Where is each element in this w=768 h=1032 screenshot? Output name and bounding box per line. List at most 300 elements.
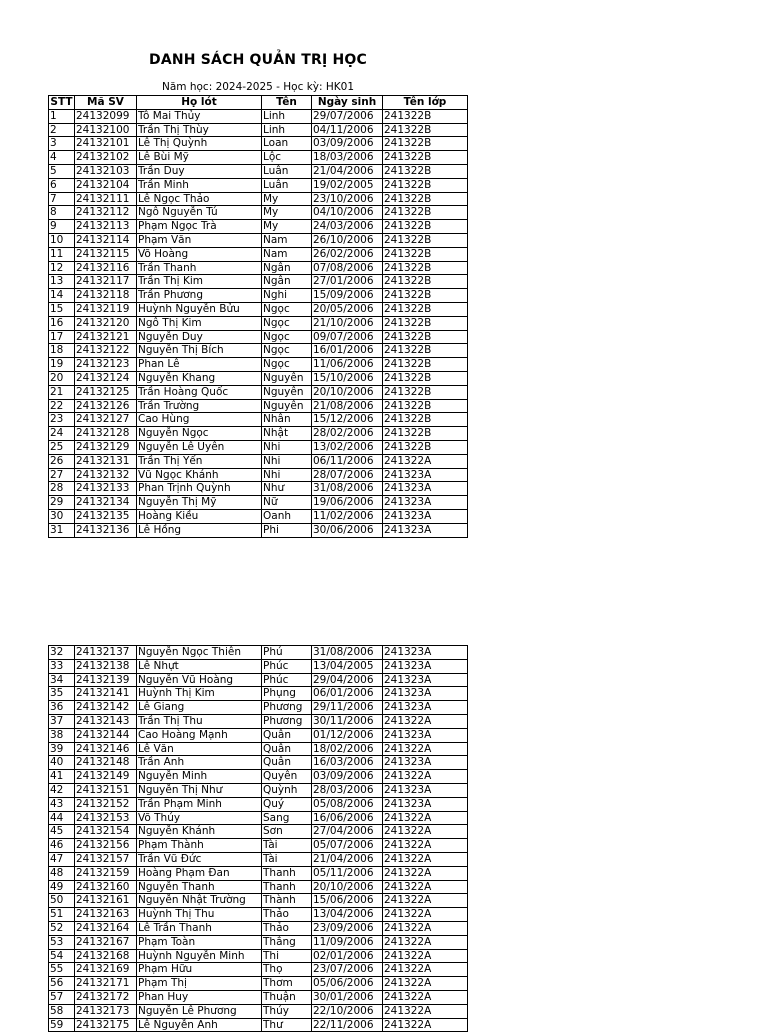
cell-given-name: My [262,192,312,206]
cell-stt: 22 [49,399,75,413]
table-row [49,233,468,247]
cell-stt: 15 [49,302,75,316]
cell-student-id: 24132124 [75,371,137,385]
cell-given-name: Nguyên [262,371,312,385]
table-row [49,247,468,261]
cell-given-name: Thơm [262,977,312,991]
cell-given-name: Thành [262,894,312,908]
cell-class-name: 241322B [383,178,468,192]
table-row [49,496,468,510]
cell-surname: Trần Anh [137,756,262,770]
cell-class-name: 241323A [383,509,468,523]
table-row [49,109,468,123]
cell-stt: 13 [49,275,75,289]
cell-given-name: Ngọc [262,302,312,316]
cell-surname: Huỳnh Thị Thu [137,908,262,922]
cell-class-name: 241322A [383,880,468,894]
cell-stt: 30 [49,509,75,523]
cell-student-id: 24132118 [75,289,137,303]
cell-given-name: Quyên [262,770,312,784]
cell-surname: Trần Thị Thùy [137,123,262,137]
cell-student-id: 24132148 [75,756,137,770]
cell-birth-date: 18/03/2006 [312,151,383,165]
table-row [49,701,468,715]
cell-given-name: Nghi [262,289,312,303]
cell-class-name: 241322A [383,908,468,922]
cell-given-name: Nhi [262,454,312,468]
cell-given-name: Thanh [262,866,312,880]
cell-class-name: 241322A [383,839,468,853]
cell-birth-date: 09/07/2006 [312,330,383,344]
cell-given-name: Thúy [262,1004,312,1018]
cell-given-name: Nhân [262,413,312,427]
cell-class-name: 241322A [383,742,468,756]
cell-stt: 46 [49,839,75,853]
cell-birth-date: 21/04/2006 [312,164,383,178]
header-stt: STT [50,96,73,108]
table-row [49,811,468,825]
cell-stt: 3 [49,137,75,151]
cell-stt: 54 [49,949,75,963]
table-row [49,1004,468,1018]
cell-birth-date: 30/01/2006 [312,990,383,1004]
cell-stt: 31 [49,523,75,537]
table-row [49,728,468,742]
cell-surname: Cao Hùng [137,413,262,427]
table-row [49,358,468,372]
cell-surname: Lê Bùi Mỹ [137,151,262,165]
cell-stt: 28 [49,482,75,496]
cell-surname: Nguyễn Lê Uyên [137,440,262,454]
cell-surname: Nguyễn Khang [137,371,262,385]
cell-student-id: 24132143 [75,714,137,728]
cell-student-id: 24132117 [75,275,137,289]
cell-stt: 24 [49,427,75,441]
cell-student-id: 24132113 [75,220,137,234]
cell-given-name: Luân [262,164,312,178]
cell-surname: Hoàng Kiều [137,509,262,523]
cell-class-name: 241322B [383,275,468,289]
cell-student-id: 24132171 [75,977,137,991]
cell-student-id: 24132167 [75,935,137,949]
table-row [49,523,468,537]
cell-given-name: Quân [262,742,312,756]
cell-class-name: 241322A [383,921,468,935]
cell-birth-date: 01/12/2006 [312,728,383,742]
header-class-name: Tên lớp [383,96,468,110]
table-row [49,880,468,894]
cell-student-id: 24132114 [75,233,137,247]
cell-stt: 50 [49,894,75,908]
cell-surname: Trần Hoàng Quốc [137,385,262,399]
cell-stt: 40 [49,756,75,770]
cell-birth-date: 15/10/2006 [312,371,383,385]
cell-given-name: Ngọc [262,344,312,358]
cell-surname: Phan Trịnh Quỳnh [137,482,262,496]
cell-class-name: 241322A [383,852,468,866]
cell-class-name: 241322B [383,344,468,358]
cell-given-name: Nam [262,247,312,261]
cell-surname: Hoàng Phạm Đan [137,866,262,880]
table-row [49,646,468,660]
cell-birth-date: 27/04/2006 [312,825,383,839]
table-row [49,316,468,330]
cell-student-id: 24132129 [75,440,137,454]
cell-surname: Phan Huy [137,990,262,1004]
cell-stt: 37 [49,714,75,728]
table-row [49,385,468,399]
cell-birth-date: 11/02/2006 [312,509,383,523]
cell-student-id: 24132138 [75,659,137,673]
cell-stt: 6 [49,178,75,192]
cell-birth-date: 13/04/2005 [312,659,383,673]
cell-given-name: Tài [262,839,312,853]
cell-student-id: 24132156 [75,839,137,853]
cell-class-name: 241323A [383,468,468,482]
cell-birth-date: 29/04/2006 [312,673,383,687]
cell-given-name: Nam [262,233,312,247]
cell-stt: 26 [49,454,75,468]
cell-surname: Trần Trường [137,399,262,413]
cell-stt: 57 [49,990,75,1004]
cell-student-id: 24132134 [75,496,137,510]
cell-surname: Trần Thị Yến [137,454,262,468]
cell-class-name: 241323A [383,728,468,742]
cell-birth-date: 22/11/2006 [312,1018,383,1032]
cell-given-name: Ngọc [262,316,312,330]
cell-birth-date: 19/02/2005 [312,178,383,192]
cell-given-name: Thi [262,949,312,963]
cell-class-name: 241322B [383,192,468,206]
table-row [49,949,468,963]
cell-birth-date: 26/10/2006 [312,233,383,247]
cell-surname: Nguyễn Minh [137,770,262,784]
cell-class-name: 241322A [383,1018,468,1032]
cell-class-name: 241322A [383,1004,468,1018]
table-row [49,839,468,853]
cell-student-id: 24132152 [75,797,137,811]
cell-student-id: 24132169 [75,963,137,977]
cell-class-name: 241322A [383,894,468,908]
cell-student-id: 24132123 [75,358,137,372]
cell-surname: Võ Thúy [137,811,262,825]
cell-class-name: 241322A [383,990,468,1004]
table-row [49,164,468,178]
cell-birth-date: 20/10/2006 [312,385,383,399]
cell-stt: 47 [49,852,75,866]
cell-student-id: 24132120 [75,316,137,330]
cell-birth-date: 29/07/2006 [312,109,383,123]
header-birth-date: Ngày sinh [312,96,383,110]
student-table-page-1 [48,95,468,538]
cell-class-name: 241322A [383,963,468,977]
cell-student-id: 24132101 [75,137,137,151]
document-subtitle: Năm học: 2024-2025 - Học kỳ: HK01 [161,81,355,93]
cell-given-name: Ngân [262,275,312,289]
cell-student-id: 24132100 [75,123,137,137]
cell-stt: 23 [49,413,75,427]
cell-birth-date: 06/01/2006 [312,687,383,701]
cell-given-name: Lộc [262,151,312,165]
cell-class-name: 241323A [383,701,468,715]
cell-student-id: 24132131 [75,454,137,468]
cell-surname: Lê Trần Thanh [137,921,262,935]
cell-student-id: 24132168 [75,949,137,963]
cell-given-name: Thanh [262,880,312,894]
cell-stt: 53 [49,935,75,949]
cell-given-name: Sơn [262,825,312,839]
table-row [49,921,468,935]
cell-given-name: Thảo [262,921,312,935]
cell-birth-date: 21/08/2006 [312,399,383,413]
cell-given-name: My [262,220,312,234]
cell-stt: 4 [49,151,75,165]
table-row [49,673,468,687]
cell-given-name: Như [262,482,312,496]
cell-birth-date: 16/06/2006 [312,811,383,825]
cell-stt: 59 [49,1018,75,1032]
cell-surname: Ngô Nguyễn Tú [137,206,262,220]
cell-birth-date: 20/10/2006 [312,880,383,894]
table-row [49,261,468,275]
cell-class-name: 241323A [383,646,468,660]
cell-birth-date: 22/10/2006 [312,1004,383,1018]
cell-student-id: 24132103 [75,164,137,178]
cell-birth-date: 03/09/2006 [312,137,383,151]
cell-stt: 8 [49,206,75,220]
table-row [49,714,468,728]
cell-given-name: Sang [262,811,312,825]
cell-birth-date: 26/02/2006 [312,247,383,261]
cell-class-name: 241322B [383,109,468,123]
cell-student-id: 24132137 [75,646,137,660]
cell-surname: Nguyễn Thị Mỹ [137,496,262,510]
cell-surname: Võ Hoàng [137,247,262,261]
cell-stt: 35 [49,687,75,701]
cell-stt: 39 [49,742,75,756]
cell-given-name: Nhi [262,468,312,482]
cell-stt: 32 [49,646,75,660]
cell-given-name: Ngọc [262,358,312,372]
cell-stt: 5 [49,164,75,178]
cell-student-id: 24132164 [75,921,137,935]
cell-class-name: 241323A [383,659,468,673]
cell-surname: Huỳnh Nguyễn Bửu [137,302,262,316]
cell-stt: 1 [49,109,75,123]
cell-birth-date: 27/01/2006 [312,275,383,289]
table-row [49,468,468,482]
cell-given-name: Oanh [262,509,312,523]
cell-surname: Phạm Toàn [137,935,262,949]
cell-surname: Nguyễn Lê Phương [137,1004,262,1018]
table-row [49,330,468,344]
table-row [49,206,468,220]
table-body [49,646,468,1032]
table-row [49,990,468,1004]
cell-given-name: Tài [262,852,312,866]
cell-surname: Nguyễn Khánh [137,825,262,839]
cell-birth-date: 05/08/2006 [312,797,383,811]
cell-class-name: 241322B [383,413,468,427]
cell-surname: Trần Minh [137,178,262,192]
cell-stt: 2 [49,123,75,137]
cell-birth-date: 15/12/2006 [312,413,383,427]
cell-student-id: 24132151 [75,783,137,797]
table-body [49,109,468,537]
cell-stt: 38 [49,728,75,742]
cell-class-name: 241322B [383,371,468,385]
cell-given-name: Ngân [262,261,312,275]
cell-student-id: 24132175 [75,1018,137,1032]
cell-surname: Nguyễn Ngọc [137,427,262,441]
cell-class-name: 241323A [383,783,468,797]
cell-class-name: 241322B [383,247,468,261]
cell-student-id: 24132104 [75,178,137,192]
table-row [49,963,468,977]
cell-class-name: 241322B [383,385,468,399]
cell-given-name: Linh [262,123,312,137]
cell-surname: Phạm Thành [137,839,262,853]
cell-stt: 56 [49,977,75,991]
cell-stt: 17 [49,330,75,344]
table-row [49,220,468,234]
cell-given-name: Phương [262,714,312,728]
cell-class-name: 241322B [383,206,468,220]
cell-stt: 34 [49,673,75,687]
cell-class-name: 241322B [383,164,468,178]
cell-birth-date: 16/03/2006 [312,756,383,770]
table-row [49,454,468,468]
cell-stt: 25 [49,440,75,454]
cell-class-name: 241322B [383,440,468,454]
cell-student-id: 24132115 [75,247,137,261]
cell-given-name: Thọ [262,963,312,977]
cell-class-name: 241322A [383,454,468,468]
cell-birth-date: 21/04/2006 [312,852,383,866]
cell-given-name: Phúc [262,673,312,687]
cell-stt: 58 [49,1004,75,1018]
cell-class-name: 241322B [383,151,468,165]
cell-student-id: 24132135 [75,509,137,523]
cell-birth-date: 28/02/2006 [312,427,383,441]
table-row [49,852,468,866]
cell-student-id: 24132160 [75,880,137,894]
cell-surname: Phạm Thị [137,977,262,991]
table-row [49,908,468,922]
cell-student-id: 24132119 [75,302,137,316]
cell-surname: Vũ Ngọc Khánh [137,468,262,482]
cell-birth-date: 13/04/2006 [312,908,383,922]
table-row [49,399,468,413]
cell-student-id: 24132112 [75,206,137,220]
cell-stt: 19 [49,358,75,372]
table-row [49,825,468,839]
table-row [49,413,468,427]
cell-given-name: Luân [262,178,312,192]
cell-surname: Huỳnh Thị Kim [137,687,262,701]
cell-stt: 9 [49,220,75,234]
header-given-name: Tên [262,96,312,110]
cell-student-id: 24132142 [75,701,137,715]
table-row [49,977,468,991]
table-row [49,151,468,165]
cell-stt: 18 [49,344,75,358]
cell-surname: Trần Thị Thu [137,714,262,728]
student-table-page-2 [48,645,468,1032]
cell-birth-date: 20/05/2006 [312,302,383,316]
cell-stt: 21 [49,385,75,399]
cell-class-name: 241323A [383,673,468,687]
cell-given-name: Phúc [262,659,312,673]
cell-given-name: Thảo [262,908,312,922]
table-row [49,797,468,811]
cell-birth-date: 29/11/2006 [312,701,383,715]
table-row [49,289,468,303]
cell-class-name: 241322A [383,811,468,825]
table-row [49,756,468,770]
cell-student-id: 24132122 [75,344,137,358]
cell-surname: Phạm Ngọc Trà [137,220,262,234]
cell-class-name: 241322B [383,123,468,137]
cell-student-id: 24132163 [75,908,137,922]
cell-class-name: 241322A [383,866,468,880]
table-row [49,371,468,385]
table-row [49,137,468,151]
table-row [49,302,468,316]
table-row [49,344,468,358]
cell-surname: Nguyễn Thị Bích [137,344,262,358]
table-row [49,770,468,784]
cell-stt: 52 [49,921,75,935]
cell-surname: Phan Lê [137,358,262,372]
cell-birth-date: 28/03/2006 [312,783,383,797]
cell-given-name: Loan [262,137,312,151]
cell-stt: 7 [49,192,75,206]
cell-stt: 10 [49,233,75,247]
cell-given-name: Quân [262,728,312,742]
cell-class-name: 241322B [383,233,468,247]
cell-given-name: My [262,206,312,220]
cell-class-name: 241322B [383,358,468,372]
table-header-row [49,96,468,110]
cell-student-id: 24132111 [75,192,137,206]
table-row [49,935,468,949]
cell-student-id: 24132159 [75,866,137,880]
cell-class-name: 241323A [383,797,468,811]
cell-surname: Lê Ngọc Thảo [137,192,262,206]
cell-birth-date: 15/06/2006 [312,894,383,908]
cell-student-id: 24132099 [75,109,137,123]
cell-stt: 27 [49,468,75,482]
cell-class-name: 241322A [383,935,468,949]
cell-student-id: 24132121 [75,330,137,344]
cell-birth-date: 16/01/2006 [312,344,383,358]
cell-student-id: 24132133 [75,482,137,496]
cell-surname: Lê Thị Quỳnh [137,137,262,151]
cell-surname: Lê Văn [137,742,262,756]
cell-class-name: 241322B [383,330,468,344]
cell-surname: Trần Duy [137,164,262,178]
cell-birth-date: 31/08/2006 [312,646,383,660]
cell-birth-date: 06/11/2006 [312,454,383,468]
cell-class-name: 241322A [383,949,468,963]
cell-birth-date: 02/01/2006 [312,949,383,963]
header-student-id: Mã SV [75,96,137,110]
cell-class-name: 241323A [383,756,468,770]
table-row [49,783,468,797]
cell-class-name: 241322B [383,261,468,275]
cell-stt: 33 [49,659,75,673]
